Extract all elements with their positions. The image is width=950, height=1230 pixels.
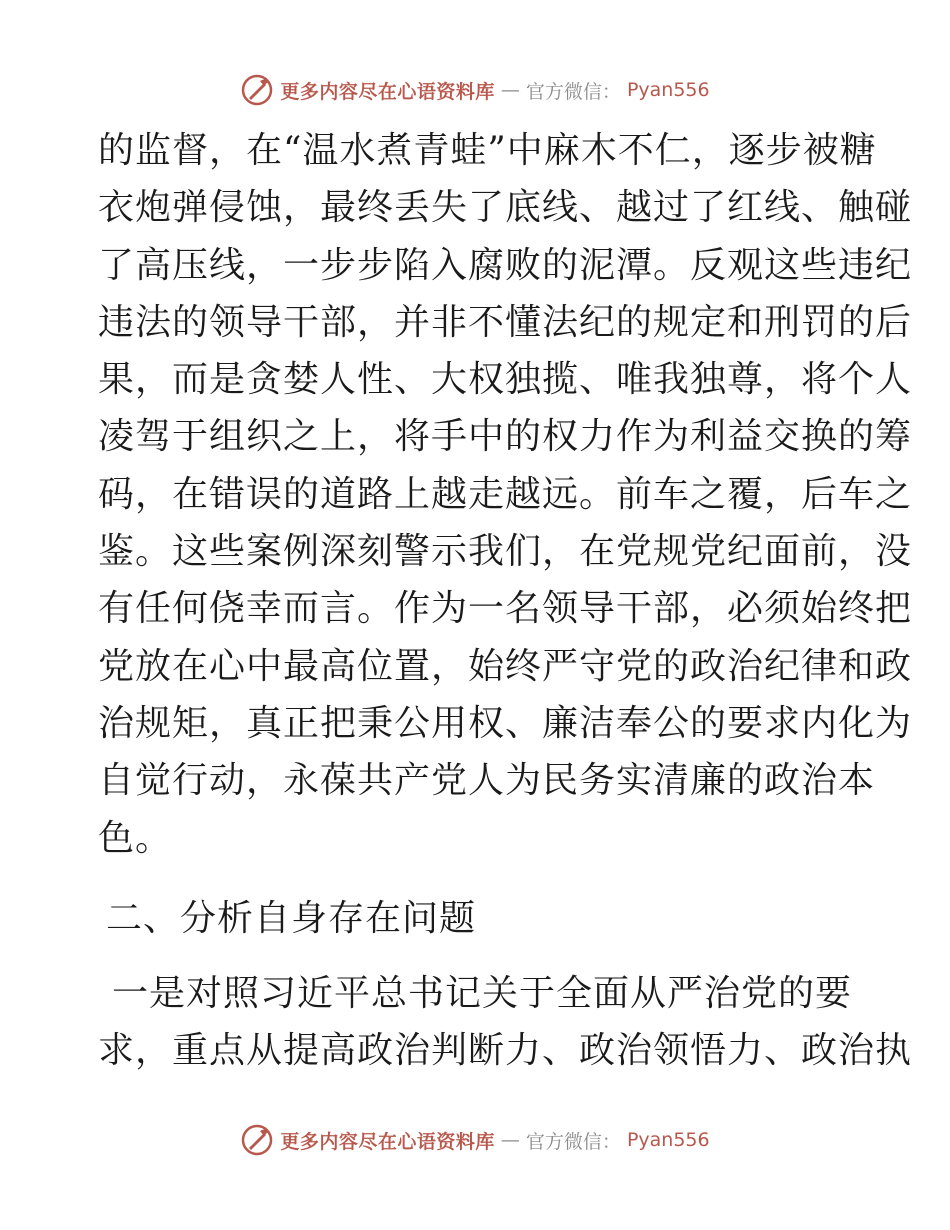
text-line: 一是对照习近平总书记关于全面从严治党的要 bbox=[112, 972, 853, 1014]
document-body bbox=[98, 122, 913, 1079]
watermark-main-text: 更多内容尽在心语资料库 bbox=[280, 80, 495, 103]
watermark-sub-text: 官方微信： bbox=[525, 1130, 621, 1153]
text-line: 果，而是贪婪人性、大权独揽、唯我独尊，将个人 bbox=[98, 359, 913, 401]
text-line: 有任何侥幸而言。作为一名领导干部，必须始终把 bbox=[98, 588, 913, 630]
text-line: 码，在错误的道路上越走越远。前车之覆，后车之 bbox=[98, 473, 913, 515]
paragraph-2 bbox=[98, 965, 913, 1080]
section-heading: 二、分析自身存在问题 bbox=[106, 897, 477, 939]
watermark-separator: — bbox=[500, 79, 520, 101]
quill-circle-logo-icon bbox=[240, 73, 274, 107]
text-line: 的监督，在“温水煮青蛙”中麻木不仁，逐步被糖 bbox=[98, 130, 877, 171]
watermark-separator: — bbox=[500, 1129, 520, 1151]
text-line: 衣炮弹侵蚀，最终丢失了底线、越过了红线、触碰 bbox=[98, 187, 913, 229]
text-line: 凌驾于组织之上，将手中的权力作为利益交换的筹 bbox=[98, 416, 913, 458]
text-line: 色。 bbox=[98, 817, 173, 859]
header-watermark bbox=[0, 70, 950, 110]
paragraph-1 bbox=[98, 122, 913, 867]
text-line: 自觉行动，永葆共产党人为民务实清廉的政治本 bbox=[98, 760, 876, 802]
text-line: 党放在心中最高位置，始终严守党的政治纪律和政 bbox=[98, 645, 913, 687]
quill-circle-logo-icon bbox=[240, 1123, 274, 1157]
text-line: 求，重点从提高政治判断力、政治领悟力、政治执 bbox=[98, 1030, 913, 1072]
watermark-main-text: 更多内容尽在心语资料库 bbox=[280, 1130, 495, 1153]
watermark-wechat-id: Pyan556 bbox=[626, 1129, 710, 1151]
footer-watermark bbox=[0, 1120, 950, 1160]
text-line: 治规矩，真正把秉公用权、廉洁奉公的要求内化为 bbox=[98, 702, 913, 744]
text-line: 违法的领导干部，并非不懂法纪的规定和刑罚的后 bbox=[98, 301, 913, 343]
text-line: 了高压线，一步步陷入腐败的泥潭。反观这些违纪 bbox=[98, 244, 913, 286]
text-line: 鉴。这些案例深刻警示我们，在党规党纪面前，没 bbox=[98, 531, 913, 573]
watermark-wechat-id: Pyan556 bbox=[626, 79, 710, 101]
watermark-sub-text: 官方微信： bbox=[525, 80, 621, 103]
